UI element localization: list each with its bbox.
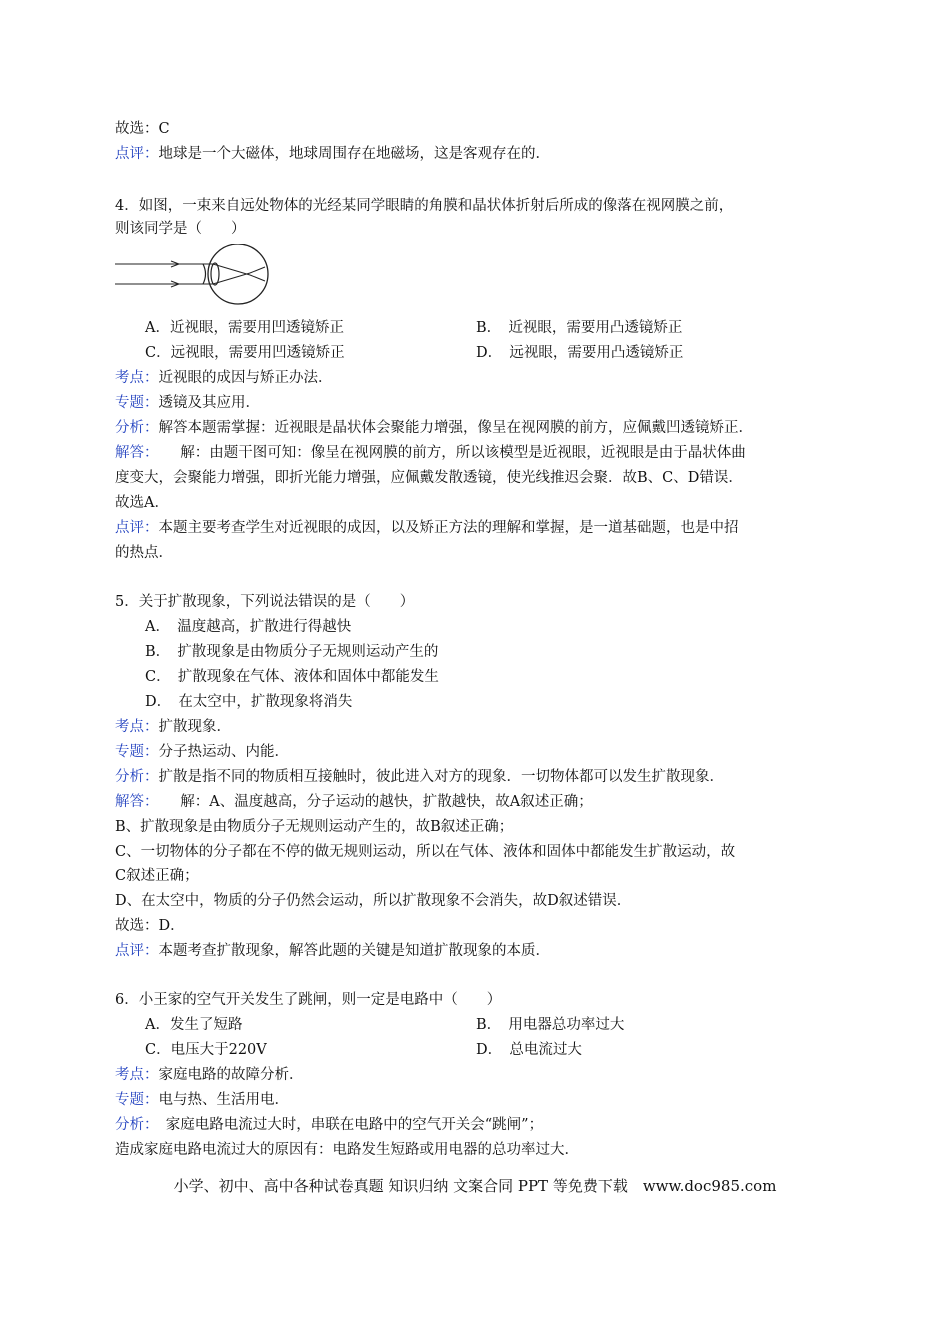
label: 专题： — [115, 395, 159, 411]
lens-icon — [211, 263, 219, 285]
q5-jieda-line3: C、一切物体的分子都在不停的做无规则运动，所以在气体、液体和固体中都能发生扩散运动，故 — [115, 844, 736, 860]
q5-dianping — [115, 941, 550, 961]
q4-option-b: B． 近视眼，需要用凸透镜矫正 — [476, 320, 683, 336]
zhuanti-text: 分子热运动、内能． — [158, 744, 289, 760]
q4-stem-line1: 4．如图，一束来自远处物体的光经某同学眼睛的角膜和晶状体折射后所成的像落在视网膜之前， — [115, 198, 734, 214]
q4-stem-line2: 则该同学是（ ） — [115, 221, 246, 237]
cornea-icon — [203, 264, 206, 284]
zhuanti-text: 电与热、生活用电． — [158, 1092, 289, 1108]
q4-jieda — [115, 443, 746, 463]
q6-fenxi — [115, 1115, 543, 1135]
q5-jieda — [115, 792, 593, 812]
dianping-text: 本题主要考查学生对近视眼的成因，以及矫正方法的理解和掌握，是一道基础题，也是中招 — [158, 520, 739, 536]
eye-diagram — [115, 244, 275, 308]
q6-option-a: A．发生了短路 — [145, 1017, 243, 1033]
q6-fenxi-line2: 造成家庭电路电流过大的原因有：电路发生短路或用电器的总功率过大． — [115, 1142, 579, 1158]
q5-option-d: D． 在太空中，扩散现象将消失 — [145, 694, 353, 710]
eyeball-icon — [208, 244, 268, 304]
q6-option-b: B． 用电器总功率过大 — [476, 1017, 625, 1033]
q5-zhuanti — [115, 742, 289, 762]
jieda-text: 解：A、温度越高，分子运动的越快，扩散越快，故A叙述正确； — [151, 794, 593, 810]
q5-option-b: B． 扩散现象是由物质分子无规则运动产生的 — [145, 644, 439, 660]
q5-choice: 故选：D． — [115, 918, 185, 934]
kaodian-text: 扩散现象． — [158, 719, 231, 735]
incoming-rays — [115, 261, 213, 287]
q5-jieda-line5: D、在太空中，物质的分子仍然会运动，所以扩散现象不会消失，故D叙述错误． — [115, 893, 632, 909]
label: 分析： — [115, 1117, 152, 1133]
label: 解答： — [115, 794, 152, 810]
fenxi-text: 家庭电路电流过大时，串联在电路中的空气开关会“跳闸”； — [151, 1117, 544, 1133]
label: 考点： — [115, 1067, 159, 1083]
q5-kaodian — [115, 717, 231, 737]
q4-kaodian — [115, 368, 333, 388]
kaodian-text: 近视眼的成因与矫正办法． — [158, 370, 333, 386]
page-footer: 小学、初中、高中各种试卷真题 知识归纳 文案合同 PPT 等免费下载 www.doc985.com — [173, 1177, 777, 1195]
choice-line: 故选：C — [115, 121, 170, 137]
fenxi-text: 解答本题需掌握：近视眼是晶状体会聚能力增强，像呈在视网膜的前方，应佩戴凹透镜矫正． — [158, 420, 753, 436]
q4-dianping — [115, 518, 739, 538]
q6-zhuanti — [115, 1090, 289, 1110]
label: 点评： — [115, 146, 159, 162]
q6-option-d: D． 总电流过大 — [476, 1042, 582, 1058]
q4-zhuanti — [115, 393, 260, 413]
kaodian-text: 家庭电路的故障分析． — [158, 1067, 304, 1083]
q5-fenxi — [115, 767, 724, 787]
label: 点评： — [115, 520, 159, 536]
comment-line — [115, 144, 550, 164]
dianping-text: 本题考查扩散现象，解答此题的关键是知道扩散现象的本质． — [158, 943, 550, 959]
q5-option-a: A． 温度越高，扩散进行得越快 — [145, 619, 352, 635]
q6-kaodian — [115, 1065, 304, 1085]
fenxi-text: 扩散是指不同的物质相互接触时，彼此进入对方的现象．一切物体都可以发生扩散现象． — [158, 769, 724, 785]
q5-option-c: C． 扩散现象在气体、液体和固体中都能发生 — [145, 669, 439, 685]
jieda-text: 解：由题干图可知：像呈在视网膜的前方，所以该模型是近视眼，近视眼是由于晶状体曲 — [151, 445, 746, 461]
q4-choice: 故选A． — [115, 495, 169, 511]
comment-text: 地球是一个大磁体，地球周围存在地磁场，这是客观存在的． — [158, 146, 550, 162]
q5-jieda-line2: B、扩散现象是由物质分子无规则运动产生的，故B叙述正确； — [115, 819, 514, 835]
q5-stem: 5．关于扩散现象，下列说法错误的是（ ） — [115, 594, 415, 610]
label: 点评： — [115, 943, 159, 959]
label: 分析： — [115, 769, 159, 785]
q4-option-c: C．远视眼，需要用凹透镜矫正 — [145, 345, 345, 361]
label: 分析： — [115, 420, 159, 436]
q4-option-a: A．近视眼，需要用凹透镜矫正 — [145, 320, 344, 336]
q4-dianping-line2: 的热点． — [115, 545, 173, 561]
q6-stem: 6．小王家的空气开关发生了跳闸，则一定是电路中（ ） — [115, 992, 502, 1008]
label: 考点： — [115, 719, 159, 735]
q4-jieda-line2: 度变大，会聚能力增强，即折光能力增强，应佩戴发散透镜，使光线推迟会聚．故B、C、D错误． — [115, 470, 743, 486]
q4-fenxi — [115, 418, 753, 438]
zhuanti-text: 透镜及其应用． — [158, 395, 260, 411]
label: 考点： — [115, 370, 159, 386]
q4-option-d: D． 远视眼，需要用凸透镜矫正 — [476, 345, 684, 361]
q5-jieda-line4: C叙述正确； — [115, 868, 199, 884]
label: 解答： — [115, 445, 152, 461]
label: 专题： — [115, 1092, 159, 1108]
label: 专题： — [115, 744, 159, 760]
q6-option-c: C．电压大于220V — [145, 1042, 267, 1058]
refracted-rays — [213, 264, 265, 284]
